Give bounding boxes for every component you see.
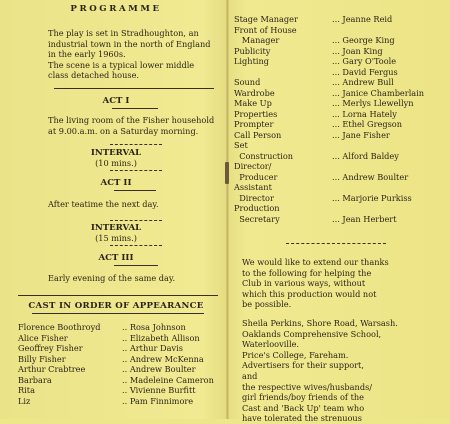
cast-role: Rita <box>18 385 35 395</box>
crew-job: Producer <box>234 171 278 182</box>
act1-line: at 9.00.a.m. on a Saturday morning. <box>48 125 199 136</box>
crew-row <box>234 193 444 204</box>
cast-row <box>18 396 222 407</box>
cast-actor: .. Elizabeth Allison <box>122 332 200 343</box>
cast-role: Billy Fisher <box>18 353 66 364</box>
sponsor-line: Price's College, Fareham. <box>242 349 349 360</box>
cast-row <box>18 333 222 344</box>
crew-row <box>234 56 444 67</box>
interval1-rule-top <box>110 144 162 145</box>
sponsor-line: Oaklands Comprehensive School, <box>242 328 382 339</box>
intro-line: The scene is a typical lower middle <box>48 59 195 70</box>
divider <box>18 295 218 296</box>
crew-row <box>234 182 444 193</box>
sponsor-line: the respective wives/husbands/ <box>242 381 373 392</box>
thanks-line: to the following for helping the <box>242 267 372 278</box>
crew-person: ... George King <box>332 35 395 45</box>
sponsor-line: have tolerated the strenuous <box>242 413 362 424</box>
crew-row <box>234 88 444 99</box>
crew-job: Make Up <box>234 98 272 108</box>
interval1-duration: (10 mins.) <box>95 158 137 168</box>
cast-heading: CAST IN ORDER OF APPEARANCE <box>28 301 204 311</box>
crew-job: Stage Manager <box>234 14 298 24</box>
crew-row <box>234 67 444 78</box>
cast-list <box>18 322 222 406</box>
cast-role: Florence Boothroyd <box>18 322 101 332</box>
cast-role: Arthur Crabtree <box>18 364 86 374</box>
crew-job: Secretary <box>234 213 280 224</box>
cast-row <box>18 343 222 354</box>
cast-row <box>18 322 222 333</box>
crew-job: Properties <box>234 108 278 119</box>
crew-person: ... Joan King <box>332 45 383 56</box>
crew-person: ... Jeanne Reid <box>332 14 393 24</box>
crew-row <box>234 119 444 130</box>
act1-underline <box>112 108 158 109</box>
act1-line: The living room of the Fisher household <box>48 115 215 125</box>
crew-job: Sound <box>234 77 261 87</box>
crew-row <box>234 151 444 162</box>
thanks-line: Club in various ways, without <box>242 278 366 289</box>
crew-row <box>234 25 444 36</box>
crew-row <box>234 214 444 225</box>
interval2-heading: INTERVAL <box>90 223 142 233</box>
crew-person: ... Merlys Llewellyn <box>332 98 414 108</box>
right-page <box>234 0 444 424</box>
sponsor-line: Sheila Perkins, Shore Road, Warsash. <box>242 318 398 328</box>
crew-job: Wardrobe <box>234 87 275 98</box>
setting-intro <box>48 28 220 81</box>
cast-role: Barbara <box>18 374 52 385</box>
sponsor-line: Waterlooville. <box>242 339 300 350</box>
cast-role: Liz <box>18 395 31 406</box>
cast-actor: .. Pam Finnimore <box>122 395 194 406</box>
interval1-rule-bottom <box>110 170 162 171</box>
crew-job: Assistant <box>234 182 272 192</box>
crew-person: ... Jean Herbert <box>332 213 397 224</box>
act3-underline <box>114 265 158 266</box>
cast-actor: .. Madeleine Cameron <box>122 374 214 385</box>
crew-row <box>234 14 444 25</box>
intro-line: class detached house. <box>48 70 140 81</box>
crew-person: ... Marjorie Purkiss <box>332 192 412 203</box>
cast-role: Geoffrey Fisher <box>18 343 83 353</box>
crew-job: Lighting <box>234 56 269 66</box>
cast-underline <box>32 313 204 314</box>
cast-row <box>18 364 222 375</box>
act2-underline <box>114 190 156 191</box>
thanks-line: be possible. <box>242 299 292 310</box>
thanks-note <box>242 257 440 310</box>
intro-line: industrial town in the north of England <box>48 38 211 49</box>
crew-job: Front of House <box>234 24 297 35</box>
cast-row <box>18 385 222 396</box>
crew-job: Call Person <box>234 129 282 140</box>
thanks-line: We would like to extend our thanks <box>242 257 389 267</box>
crew-job: Set <box>234 140 248 150</box>
crew-job <box>234 67 332 78</box>
cast-actor: .. Vivienne Burfitt <box>122 385 196 395</box>
interval2-rule-bottom <box>110 245 162 246</box>
intro-line: in the early 1960s. <box>48 49 126 60</box>
crew-row <box>234 46 444 57</box>
crew-person: ... Andrew Boulter <box>332 171 409 182</box>
crew-person: ... Alford Baldey <box>332 150 399 161</box>
act3-heading: ACT III <box>98 253 134 263</box>
cast-actor: .. Andrew Boulter <box>122 364 196 374</box>
sponsor-line: Cast and 'Back Up' team who <box>242 402 365 413</box>
crew-row <box>234 109 444 120</box>
divider <box>54 88 214 89</box>
crew-job: Production <box>234 203 280 213</box>
crew-job: Director <box>234 192 274 203</box>
crew-row <box>234 161 444 172</box>
cast-row <box>18 354 222 365</box>
sponsor-list <box>242 318 448 424</box>
crew-person: ... Jane Fisher <box>332 129 390 140</box>
cast-actor: .. Andrew McKenna <box>122 353 204 364</box>
crew-person: ... Andrew Bull <box>332 77 394 87</box>
crew-row <box>234 172 444 183</box>
crew-job: Construction <box>234 150 294 161</box>
crew-row <box>234 140 444 151</box>
sponsor-line: Advertisers for their support, <box>242 360 364 371</box>
cast-actor: .. Rosa Johnson <box>122 322 186 332</box>
crew-list <box>234 14 444 224</box>
cast-actor: .. Arthur Davis <box>122 343 183 353</box>
cast-role: Alice Fisher <box>18 332 68 343</box>
crew-person: ... Lorna Hately <box>332 108 397 119</box>
crew-person: ... Janice Chamberlain <box>332 87 425 98</box>
crew-person: ... David Fergus <box>332 66 398 77</box>
act2-heading: ACT II <box>100 178 132 188</box>
crew-person: ... Ethel Gregson <box>332 119 402 129</box>
staple <box>225 162 229 184</box>
crew-row <box>234 98 444 109</box>
crew-job: Prompter <box>234 119 274 129</box>
left-page <box>14 0 218 419</box>
crew-row <box>234 35 444 46</box>
crew-job: Publicity <box>234 45 271 56</box>
act1-heading: ACT I <box>102 96 130 106</box>
interval2-rule-top <box>110 220 162 221</box>
crew-job: Manager <box>234 35 280 45</box>
crew-row <box>234 203 444 214</box>
act1-description <box>48 115 228 136</box>
crew-person: ... Gary O'Toole <box>332 56 397 66</box>
intro-line: The play is set in Stradhoughton, an <box>48 28 199 38</box>
crew-row <box>234 77 444 88</box>
crew-row <box>234 130 444 141</box>
interval2-duration: (15 mins.) <box>95 233 137 243</box>
crew-job: Director/ <box>234 161 272 171</box>
thanks-line: which this production would not <box>242 288 377 299</box>
divider <box>286 243 386 244</box>
sponsor-line: and <box>242 370 258 381</box>
programme-title: PROGRAMME <box>70 4 162 14</box>
sponsor-line: girl friends/boy friends of the <box>242 392 364 403</box>
interval1-heading: INTERVAL <box>90 148 142 158</box>
cast-row <box>18 375 222 386</box>
act3-description: Early evening of the same day. <box>48 273 176 283</box>
act2-description: After teatime the next day. <box>48 199 159 209</box>
